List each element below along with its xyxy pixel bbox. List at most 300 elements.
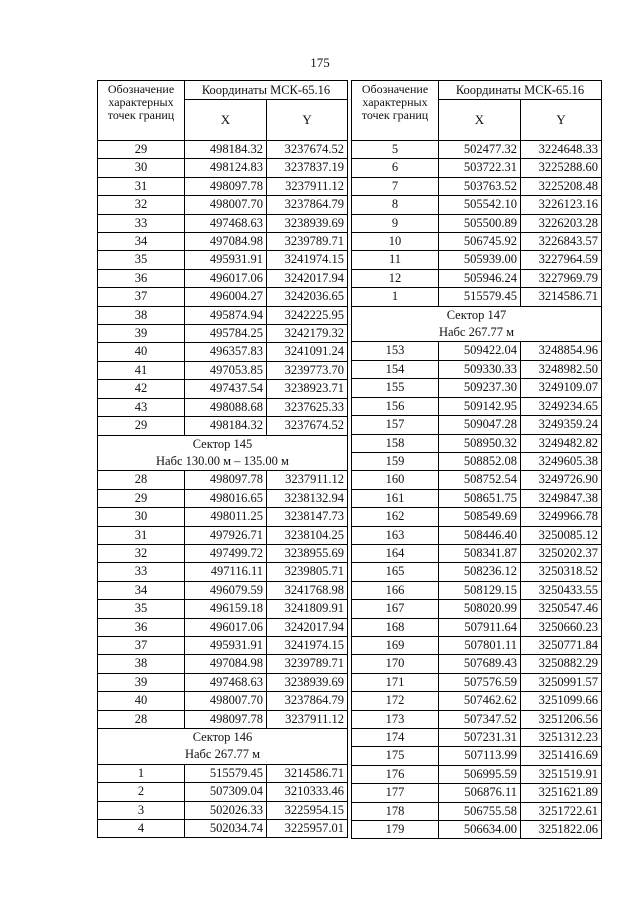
- x-coordinate: 497499.72: [185, 544, 267, 562]
- x-coordinate: 497468.63: [185, 214, 267, 232]
- x-coordinate: 507576.59: [439, 673, 521, 691]
- table-row: [98, 581, 348, 599]
- point-id: 169: [352, 636, 439, 654]
- y-coordinate: 3242017.94: [267, 618, 348, 636]
- x-coordinate: 508549.69: [439, 508, 521, 526]
- point-id: 29: [98, 141, 185, 159]
- point-id: 43: [98, 398, 185, 416]
- table-row: [352, 784, 602, 802]
- point-id: 29: [98, 489, 185, 507]
- y-coordinate: 3214586.71: [521, 288, 602, 306]
- y-coordinate: 3239805.71: [267, 563, 348, 581]
- x-coordinate: 508236.12: [439, 563, 521, 581]
- point-id: 6: [352, 159, 439, 177]
- point-id: 166: [352, 581, 439, 599]
- point-id: 172: [352, 692, 439, 710]
- point-id: 39: [98, 673, 185, 691]
- x-coordinate: 498097.78: [185, 710, 267, 728]
- x-coordinate: 497084.98: [185, 655, 267, 673]
- table-row: [98, 544, 348, 562]
- table-row: [352, 581, 602, 599]
- coordinates-table-right: [351, 80, 602, 839]
- point-id: 29: [98, 417, 185, 435]
- y-coordinate: 3225954.15: [267, 801, 348, 819]
- x-coordinate: 505939.00: [439, 251, 521, 269]
- x-coordinate: 508950.32: [439, 434, 521, 452]
- point-id: 9: [352, 214, 439, 232]
- table-row: [352, 288, 602, 306]
- x-coordinate: 503722.31: [439, 159, 521, 177]
- y-coordinate: 3242017.94: [267, 269, 348, 287]
- x-coordinate: 508129.15: [439, 581, 521, 599]
- table-row: [352, 544, 602, 562]
- y-coordinate: 3238955.69: [267, 544, 348, 562]
- x-coordinate: 498124.83: [185, 159, 267, 177]
- table-row: [352, 379, 602, 397]
- point-id: 154: [352, 360, 439, 378]
- x-coordinate: 507911.64: [439, 618, 521, 636]
- table-row: [98, 361, 348, 379]
- table-row: [352, 508, 602, 526]
- table-row: [352, 655, 602, 673]
- y-coordinate: 3249359.24: [521, 416, 602, 434]
- point-id: 30: [98, 159, 185, 177]
- table-row: [352, 471, 602, 489]
- x-coordinate: 502477.32: [439, 141, 521, 159]
- point-id: 165: [352, 563, 439, 581]
- table-row: [98, 398, 348, 416]
- table-row: [352, 636, 602, 654]
- table-row: [352, 747, 602, 765]
- table-row: [98, 618, 348, 636]
- y-coordinate: 3251519.91: [521, 765, 602, 783]
- table-row: [352, 177, 602, 195]
- y-coordinate: 3251621.89: [521, 784, 602, 802]
- x-coordinate: 506876.11: [439, 784, 521, 802]
- point-id: 158: [352, 434, 439, 452]
- sector-title: Сектор 146: [98, 729, 348, 747]
- y-coordinate: 3226123.16: [521, 196, 602, 214]
- x-coordinate: 495874.94: [185, 306, 267, 324]
- y-coordinate: 3214586.71: [267, 764, 348, 782]
- y-coordinate: 3238132.94: [267, 489, 348, 507]
- table-row: [352, 563, 602, 581]
- x-coordinate: 497437.54: [185, 380, 267, 398]
- point-id: 10: [352, 233, 439, 251]
- left-table-body: [98, 141, 348, 838]
- y-coordinate: 3238939.69: [267, 673, 348, 691]
- point-id: 159: [352, 452, 439, 470]
- y-coordinate: 3248982.50: [521, 360, 602, 378]
- x-coordinate: 508446.40: [439, 526, 521, 544]
- x-coordinate: 506755.58: [439, 802, 521, 820]
- table-row: [98, 764, 348, 782]
- y-coordinate: 3237864.79: [267, 692, 348, 710]
- y-coordinate: 3238939.69: [267, 214, 348, 232]
- x-coordinate: 508020.99: [439, 600, 521, 618]
- sector-height: Набс 267.77 м: [98, 746, 348, 764]
- point-id: 157: [352, 416, 439, 434]
- table-row: [98, 177, 348, 195]
- table-row: [98, 380, 348, 398]
- table-row: [352, 342, 602, 360]
- y-coordinate: 3239789.71: [267, 233, 348, 251]
- x-coordinate: 509422.04: [439, 342, 521, 360]
- x-coordinate: 506745.92: [439, 233, 521, 251]
- point-id: 30: [98, 508, 185, 526]
- y-coordinate: 3227969.79: [521, 269, 602, 287]
- x-coordinate: 506634.00: [439, 821, 521, 839]
- x-coordinate: 507231.31: [439, 729, 521, 747]
- point-id: 36: [98, 269, 185, 287]
- point-id: 39: [98, 325, 185, 343]
- x-coordinate: 498016.65: [185, 489, 267, 507]
- point-id: 37: [98, 288, 185, 306]
- table-row: [352, 360, 602, 378]
- table-row: [352, 397, 602, 415]
- coordinates-header: Координаты МСК-65.16: [185, 81, 348, 100]
- y-coordinate: 3251206.56: [521, 710, 602, 728]
- table-row: [98, 196, 348, 214]
- table-row: [352, 269, 602, 287]
- point-id: 177: [352, 784, 439, 802]
- table-row: [352, 802, 602, 820]
- point-id: 1: [98, 764, 185, 782]
- x-coordinate: 508341.87: [439, 544, 521, 562]
- point-id: 38: [98, 306, 185, 324]
- y-coordinate: 3251416.69: [521, 747, 602, 765]
- page-number: 175: [310, 55, 330, 70]
- table-row: [352, 710, 602, 728]
- y-coordinate: 3241974.15: [267, 251, 348, 269]
- table-row: [98, 141, 348, 159]
- y-coordinate: 3250771.84: [521, 636, 602, 654]
- y-coordinate: 3251312.23: [521, 729, 602, 747]
- y-coordinate: 3249966.78: [521, 508, 602, 526]
- table-row: [98, 233, 348, 251]
- y-coordinate: 3248854.96: [521, 342, 602, 360]
- point-id: 2: [98, 783, 185, 801]
- sector-height-row: [98, 453, 348, 471]
- y-column-header: Y: [521, 100, 602, 141]
- table-row: [98, 563, 348, 581]
- table-row: [352, 452, 602, 470]
- point-id: 33: [98, 214, 185, 232]
- y-coordinate: 3237911.12: [267, 177, 348, 195]
- x-coordinate: 496357.83: [185, 343, 267, 361]
- table-row: [98, 673, 348, 691]
- point-id: 42: [98, 380, 185, 398]
- x-coordinate: 507689.43: [439, 655, 521, 673]
- y-coordinate: 3242036.65: [267, 288, 348, 306]
- point-id: 3: [98, 801, 185, 819]
- table-row: [98, 636, 348, 654]
- y-coordinate: 3239789.71: [267, 655, 348, 673]
- point-id: 156: [352, 397, 439, 415]
- table-row: [98, 820, 348, 838]
- x-coordinate: 507113.99: [439, 747, 521, 765]
- y-coordinate: 3241809.91: [267, 600, 348, 618]
- right-table-body: [352, 141, 602, 839]
- y-coordinate: 3227964.59: [521, 251, 602, 269]
- y-coordinate: 3238104.25: [267, 526, 348, 544]
- point-id: 155: [352, 379, 439, 397]
- table-row: [352, 434, 602, 452]
- point-id: 153: [352, 342, 439, 360]
- x-coordinate: 509237.30: [439, 379, 521, 397]
- y-coordinate: 3237674.52: [267, 417, 348, 435]
- sector-title: Сектор 145: [98, 435, 348, 453]
- table-row: [98, 159, 348, 177]
- point-id: 163: [352, 526, 439, 544]
- x-coordinate: 495931.91: [185, 636, 267, 654]
- point-id: 41: [98, 361, 185, 379]
- point-id: 35: [98, 251, 185, 269]
- x-column-header: X: [185, 100, 267, 141]
- y-coordinate: 3250882.29: [521, 655, 602, 673]
- table-row: [352, 214, 602, 232]
- point-id: 167: [352, 600, 439, 618]
- table-row: [98, 471, 348, 489]
- y-coordinate: 3225288.60: [521, 159, 602, 177]
- point-id: 174: [352, 729, 439, 747]
- table-row: [98, 489, 348, 507]
- point-column-header: Обозначение характерных точек границ: [98, 81, 185, 141]
- y-coordinate: 3226843.57: [521, 233, 602, 251]
- x-coordinate: 496079.59: [185, 581, 267, 599]
- x-coordinate: 498097.78: [185, 471, 267, 489]
- y-coordinate: 3249605.38: [521, 452, 602, 470]
- coordinates-header: Координаты МСК-65.16: [439, 81, 602, 100]
- sector-title: Сектор 147: [352, 306, 602, 324]
- table-row: [352, 673, 602, 691]
- x-coordinate: 505946.24: [439, 269, 521, 287]
- x-coordinate: 507801.11: [439, 636, 521, 654]
- table-row: [98, 600, 348, 618]
- y-coordinate: 3251722.61: [521, 802, 602, 820]
- table-row: [98, 269, 348, 287]
- point-id: 168: [352, 618, 439, 636]
- table-row: [352, 692, 602, 710]
- point-id: 7: [352, 177, 439, 195]
- y-coordinate: 3210333.46: [267, 783, 348, 801]
- x-coordinate: 498184.32: [185, 141, 267, 159]
- x-coordinate: 496017.06: [185, 618, 267, 636]
- y-coordinate: 3238923.71: [267, 380, 348, 398]
- y-coordinate: 3249482.82: [521, 434, 602, 452]
- table-row: [98, 214, 348, 232]
- x-coordinate: 502034.74: [185, 820, 267, 838]
- x-coordinate: 506995.59: [439, 765, 521, 783]
- x-coordinate: 496159.18: [185, 600, 267, 618]
- x-coordinate: 498007.70: [185, 692, 267, 710]
- x-coordinate: 502026.33: [185, 801, 267, 819]
- y-coordinate: 3237911.12: [267, 710, 348, 728]
- table-row: [98, 325, 348, 343]
- point-id: 170: [352, 655, 439, 673]
- sector-height: Набс 267.77 м: [352, 324, 602, 342]
- x-coordinate: 503763.52: [439, 177, 521, 195]
- x-coordinate: 498097.78: [185, 177, 267, 195]
- point-id: 175: [352, 747, 439, 765]
- point-id: 32: [98, 544, 185, 562]
- y-coordinate: 3249234.65: [521, 397, 602, 415]
- y-coordinate: 3250085.12: [521, 526, 602, 544]
- y-coordinate: 3250433.55: [521, 581, 602, 599]
- table-row: [98, 526, 348, 544]
- table-row: [352, 729, 602, 747]
- y-coordinate: 3239773.70: [267, 361, 348, 379]
- coordinates-table-left: [97, 80, 348, 838]
- y-coordinate: 3241768.98: [267, 581, 348, 599]
- point-id: 28: [98, 710, 185, 728]
- y-coordinate: 3250547.46: [521, 600, 602, 618]
- table-row: [98, 343, 348, 361]
- x-coordinate: 495784.25: [185, 325, 267, 343]
- point-id: 162: [352, 508, 439, 526]
- point-id: 8: [352, 196, 439, 214]
- x-coordinate: 508752.54: [439, 471, 521, 489]
- table-row: [98, 801, 348, 819]
- y-coordinate: 3238147.73: [267, 508, 348, 526]
- point-id: 31: [98, 177, 185, 195]
- point-id: 31: [98, 526, 185, 544]
- table-row: [98, 710, 348, 728]
- point-id: 164: [352, 544, 439, 562]
- table-row: [98, 508, 348, 526]
- y-coordinate: 3237674.52: [267, 141, 348, 159]
- x-coordinate: 498007.70: [185, 196, 267, 214]
- table-row: [352, 159, 602, 177]
- point-id: 36: [98, 618, 185, 636]
- table-row: [352, 196, 602, 214]
- y-coordinate: 3242225.95: [267, 306, 348, 324]
- point-id: 35: [98, 600, 185, 618]
- point-id: 179: [352, 821, 439, 839]
- x-coordinate: 498088.68: [185, 398, 267, 416]
- x-coordinate: 496004.27: [185, 288, 267, 306]
- point-id: 32: [98, 196, 185, 214]
- x-coordinate: 507347.52: [439, 710, 521, 728]
- point-id: 5: [352, 141, 439, 159]
- y-coordinate: 3237625.33: [267, 398, 348, 416]
- x-coordinate: 515579.45: [185, 764, 267, 782]
- x-coordinate: 497926.71: [185, 526, 267, 544]
- point-id: 38: [98, 655, 185, 673]
- y-coordinate: 3250991.57: [521, 673, 602, 691]
- x-coordinate: 505542.10: [439, 196, 521, 214]
- y-coordinate: 3225957.01: [267, 820, 348, 838]
- x-coordinate: 497084.98: [185, 233, 267, 251]
- point-id: 12: [352, 269, 439, 287]
- x-coordinate: 495931.91: [185, 251, 267, 269]
- x-coordinate: 498011.25: [185, 508, 267, 526]
- table-row: [98, 251, 348, 269]
- y-coordinate: 3237864.79: [267, 196, 348, 214]
- y-coordinate: 3251099.66: [521, 692, 602, 710]
- x-coordinate: 508852.08: [439, 452, 521, 470]
- y-coordinate: 3241974.15: [267, 636, 348, 654]
- y-coordinate: 3250202.37: [521, 544, 602, 562]
- point-id: 160: [352, 471, 439, 489]
- table-row: [352, 141, 602, 159]
- sector-title-row: [352, 306, 602, 324]
- table-row: [352, 765, 602, 783]
- y-coordinate: 3250318.52: [521, 563, 602, 581]
- x-coordinate: 507462.62: [439, 692, 521, 710]
- table-row: [352, 600, 602, 618]
- point-column-header: Обозначение характерных точек границ: [352, 81, 439, 141]
- x-coordinate: 497468.63: [185, 673, 267, 691]
- point-id: 4: [98, 820, 185, 838]
- y-coordinate: 3224648.33: [521, 141, 602, 159]
- x-column-header: X: [439, 100, 521, 141]
- sector-title-row: [98, 435, 348, 453]
- point-id: 34: [98, 581, 185, 599]
- x-coordinate: 509047.28: [439, 416, 521, 434]
- table-row: [98, 692, 348, 710]
- sector-height-row: [98, 746, 348, 764]
- y-coordinate: 3251822.06: [521, 821, 602, 839]
- point-id: 11: [352, 251, 439, 269]
- y-coordinate: 3225208.48: [521, 177, 602, 195]
- table-row: [352, 233, 602, 251]
- table-row: [352, 821, 602, 839]
- table-row: [352, 489, 602, 507]
- x-coordinate: 505500.89: [439, 214, 521, 232]
- point-id: 1: [352, 288, 439, 306]
- table-row: [98, 288, 348, 306]
- x-coordinate: 509330.33: [439, 360, 521, 378]
- x-coordinate: 508651.75: [439, 489, 521, 507]
- table-row: [352, 618, 602, 636]
- y-column-header: Y: [267, 100, 348, 141]
- table-row: [352, 526, 602, 544]
- y-coordinate: 3249109.07: [521, 379, 602, 397]
- point-id: 33: [98, 563, 185, 581]
- y-coordinate: 3226203.28: [521, 214, 602, 232]
- y-coordinate: 3241091.24: [267, 343, 348, 361]
- point-id: 40: [98, 343, 185, 361]
- table-row: [352, 416, 602, 434]
- y-coordinate: 3242179.32: [267, 325, 348, 343]
- y-coordinate: 3249847.38: [521, 489, 602, 507]
- point-id: 28: [98, 471, 185, 489]
- y-coordinate: 3249726.90: [521, 471, 602, 489]
- point-id: 171: [352, 673, 439, 691]
- x-coordinate: 509142.95: [439, 397, 521, 415]
- x-coordinate: 497053.85: [185, 361, 267, 379]
- table-row: [352, 251, 602, 269]
- y-coordinate: 3250660.23: [521, 618, 602, 636]
- sector-height: Набс 130.00 м – 135.00 м: [98, 453, 348, 471]
- sector-height-row: [352, 324, 602, 342]
- table-row: [98, 783, 348, 801]
- x-coordinate: 497116.11: [185, 563, 267, 581]
- point-id: 173: [352, 710, 439, 728]
- point-id: 161: [352, 489, 439, 507]
- table-row: [98, 306, 348, 324]
- x-coordinate: 498184.32: [185, 417, 267, 435]
- sector-title-row: [98, 729, 348, 747]
- point-id: 176: [352, 765, 439, 783]
- y-coordinate: 3237837.19: [267, 159, 348, 177]
- x-coordinate: 515579.45: [439, 288, 521, 306]
- point-id: 34: [98, 233, 185, 251]
- point-id: 37: [98, 636, 185, 654]
- y-coordinate: 3237911.12: [267, 471, 348, 489]
- table-row: [98, 417, 348, 435]
